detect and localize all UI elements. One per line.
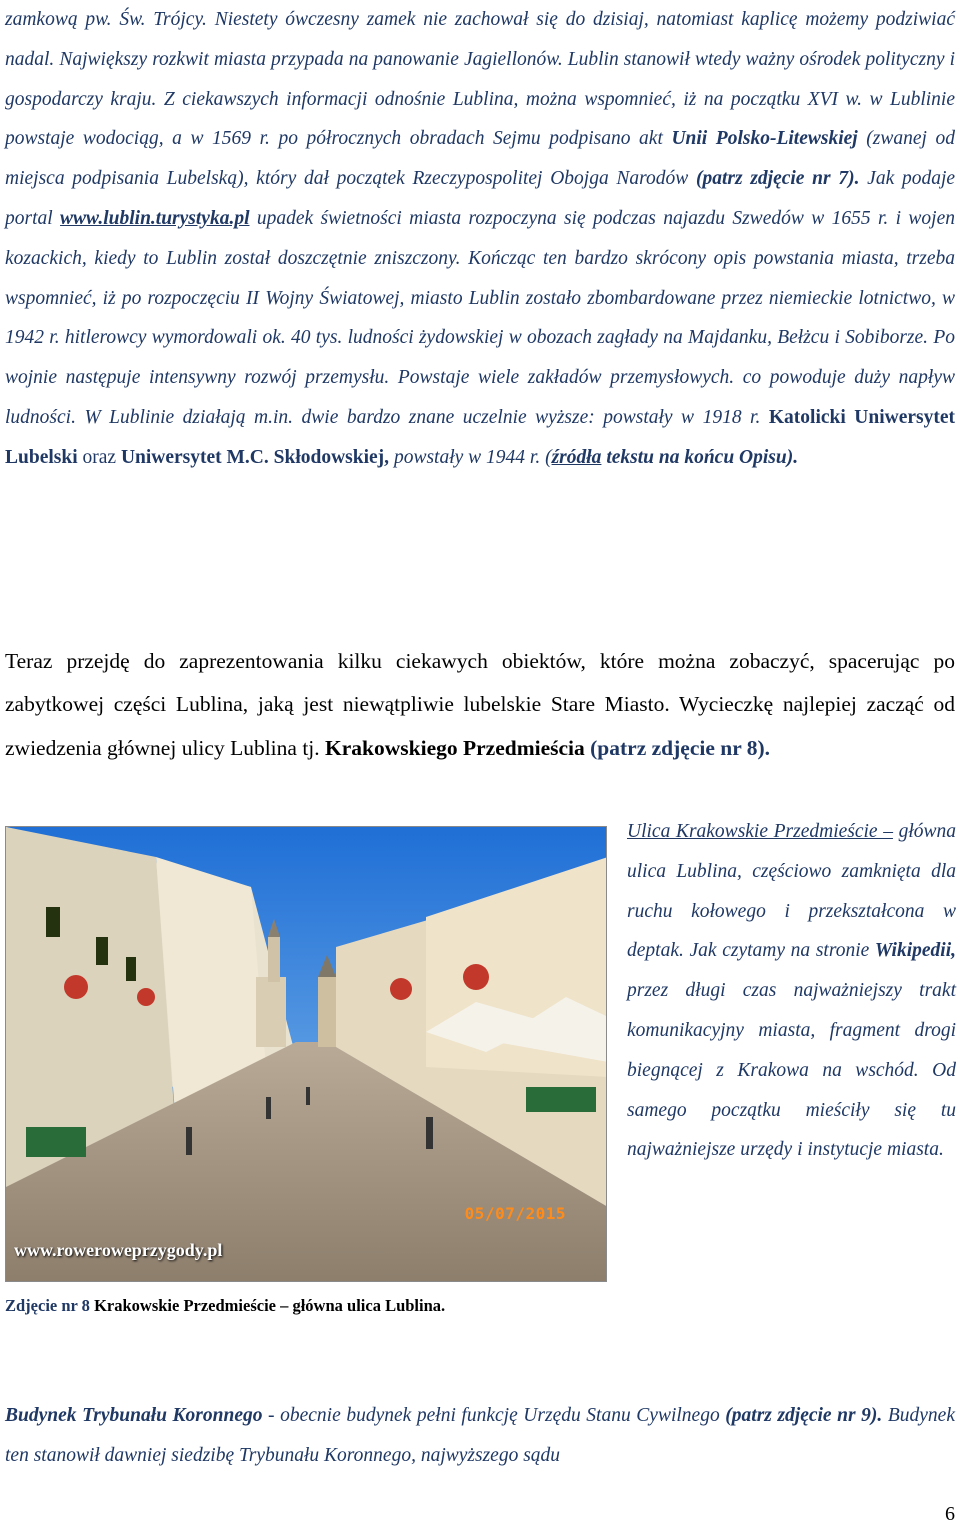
tribunal-text-1: - obecnie budynek pełni funkcję Urzędu Stanu Cywilnego	[262, 1405, 726, 1426]
street-desc-1: główna ulica Lublina, częściowo zamknięta dla ruchu kołowego i przekształcona w deptak. Jak czytamy na stronie	[627, 821, 956, 962]
history-text-7: tekstu na końcu Opisu).	[601, 446, 799, 468]
history-paragraph	[5, 0, 955, 478]
photo-caption	[5, 1296, 445, 1316]
tribunal-text-2: Budynek ten stanowił dawniej siedzibę Trybunału Koronnego, najwyższego sądu	[5, 1405, 955, 1466]
intro-paragraph	[5, 640, 955, 770]
street-desc-2: przez długi czas najważniejszy trakt komunikacyjny miasta, fragment drogi biegnącej z Krakowa na wschód. Od samego początku mieściły się tu najważniejsze urzędy i instytucje miasta.	[627, 980, 956, 1161]
photo-watermark: www.roweroweprzygody.pl	[14, 1240, 223, 1260]
wikipedia-link[interactable]: Wikipedii,	[874, 940, 956, 962]
street-photo	[5, 826, 607, 1282]
tribunal-paragraph	[5, 1396, 955, 1476]
sources-link[interactable]: źródła	[551, 446, 602, 468]
caption-prefix: Zdjęcie nr 8	[5, 1296, 90, 1315]
photo-date-stamp: 05/07/2015	[464, 1204, 566, 1223]
photo-ref-9: (patrz zdjęcie nr 9).	[725, 1405, 883, 1426]
caption-text: Krakowskie Przedmieście – główna ulica Lublina.	[89, 1296, 446, 1315]
street-name: Krakowskiego Przedmieścia	[325, 735, 585, 760]
page-number: 6	[945, 1503, 955, 1525]
umcs-name: Uniwersytet M.C. Skłodowskiej,	[120, 446, 390, 468]
history-text-5: oraz	[77, 446, 121, 468]
history-text-6: powstały w 1944 r. (	[389, 446, 552, 468]
street-description	[627, 812, 956, 1170]
history-text-1: zamkową pw. Św. Trójcy. Niestety ówczesny zamek nie zachował się do dzisiaj, natomiast kaplicę możemy podziwiać nadal. Największy rozkwit miasta przypada na panowanie Jagiellonów. Lublin stanowił wtedy ważny ośrodek polityczny i gospodarczy kraju. Z ciekawszych informacji odnośnie Lublina, można wspomnieć, iż na początku XVI w. w Lublinie powstaje wodociąg, a w 1569 r. po półrocznych obradach Sejmu podpisano akt	[5, 9, 955, 150]
tribunal-title: Budynek Trybunału Koronnego	[5, 1405, 263, 1426]
history-text-3: Jak podaje portal	[5, 168, 956, 229]
photo-ref-7: (patrz zdjęcie nr 7).	[696, 168, 860, 190]
intro-text-1: Teraz przejdę do zaprezentowania kilku ciekawych obiektów, które można zobaczyć, spacerując po zabytkowej części Lublina, jaką jest niewątpliwie lubelskie Stare Miasto. Wycieczkę najlepiej zacząć od zwiedzenia głównej ulicy Lublina tj.	[5, 649, 955, 760]
union-name: Unii Polsko-Litewskiej	[671, 128, 858, 150]
photo-ref-8: (patrz zdjęcie nr 8).	[590, 735, 771, 760]
portal-link[interactable]: www.lublin.turystyka.pl	[60, 207, 250, 229]
history-text-4: upadek świetności miasta rozpoczyna się podczas najazdu Szwedów w 1655 r. i wojen kozackich, kiedy to Lublin został doszczętnie zniszczony. Kończąc ten bardzo skrócony opis powstania miasta, trzeba wspomnieć, iż po rozpoczęciu II Wojny Światowej, miasto Lublin zostało zbombardowane przez niemieckie lotnictwo, w 1942 r. hitlerowcy wymordowali ok. 40 tys. ludności żydowskiej w obozach zagłady na Majdanku, Bełżcu i Sobiborze. Po wojnie następuje intensywny rozwój przemysłu. Powstaje wiele zakładów przemysłowych. co powoduje duży napływ ludności. W Lublinie działają m.in. dwie bardzo znane uczelnie wyższe: powstały w 1918 r.	[5, 207, 955, 428]
history-text-2: (zwanej od miejsca podpisania Lubelską), który dał początek Rzeczypospolitej Obojga Narodów	[5, 128, 955, 190]
kul-name: Katolicki Uniwersytet Lubelski	[5, 406, 955, 468]
street-title: Ulica Krakowskie Przedmieście –	[627, 821, 893, 842]
